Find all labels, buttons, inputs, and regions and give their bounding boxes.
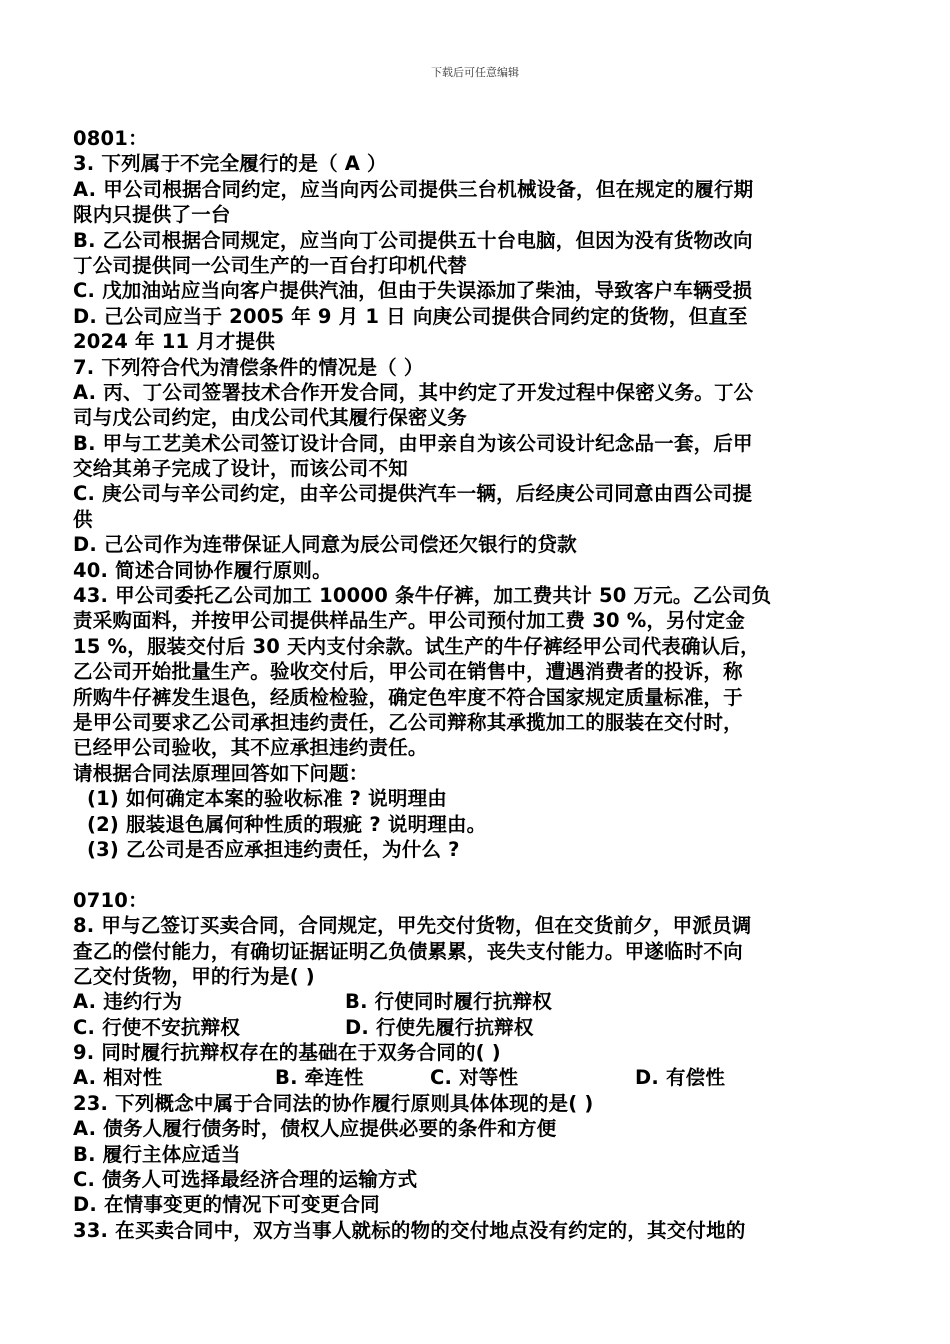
option-text: B. 甲与工艺美术公司签订设计合同，由甲亲自为该公司设计纪念品一套，后甲	[73, 431, 753, 455]
option-text: D. 己公司作为连带保证人同意为辰公司偿还欠银行的贷款	[73, 533, 577, 557]
spacer	[73, 862, 905, 887]
options-row	[73, 989, 905, 1014]
option-b: B. 履行主体应适当	[73, 1142, 241, 1166]
option-text: D. 己公司应当于 2005 年 9 月 1 日 向庚公司提供合同约定的货物，但直至	[73, 304, 748, 328]
question-23: 23. 下列概念中属于合同法的协作履行原则具体体现的是( )	[73, 1091, 594, 1115]
question-9: 9. 同时履行抗辩权存在的基础在于双务合同的( )	[73, 1041, 501, 1065]
option-c: C. 对等性	[430, 1066, 519, 1090]
sub-question-2: (2) 服装退色属何种性质的瑕疵 ? 说明理由。	[87, 812, 487, 836]
option-text: 2024 年 11 月才提供	[73, 330, 276, 354]
option-text: A. 甲公司根据合同约定，应当向丙公司提供三台机械设备，但在规定的履行期	[73, 177, 754, 201]
paragraph-line: 已经甲公司验收，其不应承担违约责任。	[73, 736, 428, 760]
option-text: A. 丙、丁公司签署技术合作开发合同，其中约定了开发过程中保密义务。丁公	[73, 380, 754, 404]
question-43: 43. 甲公司委托乙公司加工 10000 条牛仔裤，加工费共计 50 万元。乙公司负	[73, 584, 772, 608]
option-a: A. 相对性	[73, 1066, 163, 1090]
paragraph-line: 乙交付货物，甲的行为是( )	[73, 964, 315, 988]
option-b: B. 行使同时履行抗辩权	[345, 990, 552, 1014]
options-row	[73, 1065, 905, 1090]
option-text: 限内只提供了一台	[73, 203, 231, 227]
question-3: 3. 下列属于不完全履行的是（ A ）	[73, 152, 387, 176]
option-text: 司与戊公司约定，由戊公司代其履行保密义务	[73, 406, 468, 430]
prompt-line: 请根据合同法原理回答如下问题：	[73, 761, 369, 785]
option-a: A. 违约行为	[73, 990, 183, 1014]
document-body	[73, 126, 905, 1243]
paragraph-line: 是甲公司要求乙公司承担违约责任，乙公司辩称其承揽加工的服装在交付时，	[73, 710, 743, 734]
paragraph-line: 所购牛仔裤发生退色，经质检检验，确定色牢度不符合国家规定质量标准，于	[73, 685, 743, 709]
sub-question-3: (3) 乙公司是否应承担违约责任，为什么 ?	[87, 837, 460, 861]
option-text: 交给其弟子完成了设计，而该公司不知	[73, 457, 408, 481]
page-header: 下载后可任意编辑	[431, 66, 519, 79]
section-code: 0710：	[73, 888, 148, 912]
option-text: 丁公司提供同一公司生产的一百台打印机代替	[73, 253, 468, 277]
option-text: 供	[73, 507, 93, 531]
sub-question-1: (1) 如何确定本案的验收标准 ? 说明理由	[87, 787, 447, 811]
paragraph-line: 15 %，服装交付后 30 天内支付余款。试生产的牛仔裤经甲公司代表确认后，	[73, 634, 760, 658]
paragraph-line: 乙公司开始批量生产。验收交付后，甲公司在销售中，遭遇消费者的投诉，称	[73, 660, 743, 684]
option-text: B. 乙公司根据合同规定，应当向丁公司提供五十台电脑，但因为没有货物改向	[73, 228, 753, 252]
question-7: 7. 下列符合代为清偿条件的情况是（ ）	[73, 355, 424, 379]
section-code: 0801：	[73, 127, 148, 150]
option-d: D. 在情事变更的情况下可变更合同	[73, 1193, 380, 1217]
paragraph-line: 责采购面料，并按甲公司提供样品生产。甲公司预付加工费 30 %，另付定金	[73, 609, 745, 633]
option-c: C. 行使不安抗辩权	[73, 1015, 241, 1039]
options-row	[73, 1015, 905, 1040]
question-33: 33. 在买卖合同中，双方当事人就标的物的交付地点没有约定的，其交付地的	[73, 1218, 746, 1242]
option-text: C. 庚公司与辛公司约定，由辛公司提供汽车一辆，后经庚公司同意由酉公司提	[73, 482, 753, 506]
option-a: A. 债务人履行债务时，债权人应提供必要的条件和方便	[73, 1117, 557, 1141]
option-c: C. 债务人可选择最经济合理的运输方式	[73, 1168, 418, 1192]
paragraph-line: 查乙的偿付能力，有确切证据证明乙负债累累，丧失支付能力。甲遂临时不向	[73, 939, 743, 963]
question-40: 40. 简述合同协作履行原则。	[73, 558, 332, 582]
question-8: 8. 甲与乙签订买卖合同，合同规定，甲先交付货物，但在交货前夕，甲派员调	[73, 914, 752, 938]
option-d: D. 行使先履行抗辩权	[345, 1015, 534, 1039]
option-d: D. 有偿性	[635, 1066, 726, 1090]
option-b: B. 牵连性	[275, 1066, 364, 1090]
option-text: C. 戊加油站应当向客户提供汽油，但由于失误添加了柴油，导致客户车辆受损	[73, 279, 753, 303]
